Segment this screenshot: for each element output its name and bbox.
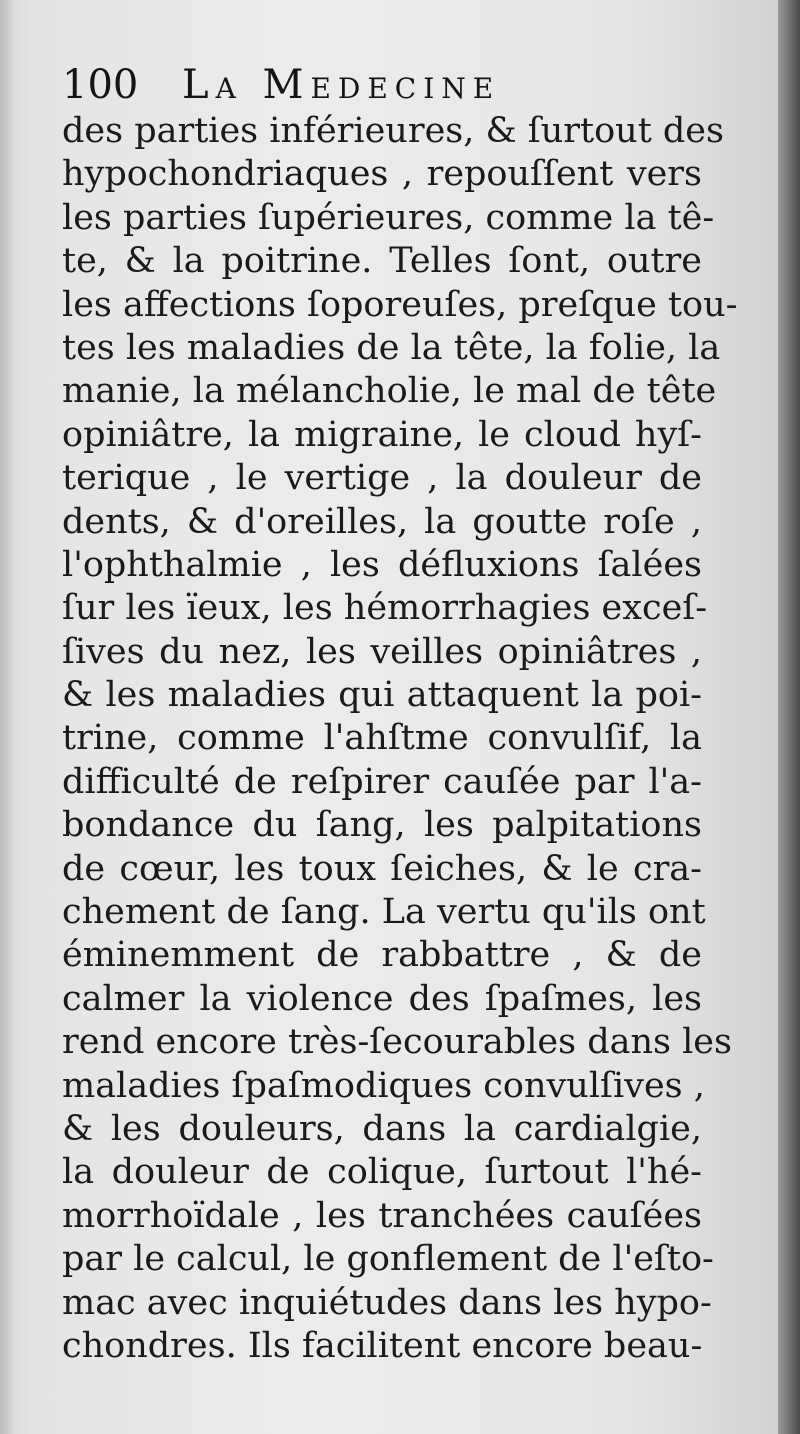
text-line: bondance du ſang, les palpitations [62, 805, 702, 846]
text-line: les parties ſupérieures, comme la tê- [62, 197, 715, 238]
text-line: opiniâtre, la migraine, le cloud hyſ- [62, 414, 702, 455]
text-line: ſives du nez, les veilles opiniâtres , [62, 631, 702, 672]
page-edge-shadow [778, 0, 800, 1434]
page-number: 100 [62, 62, 139, 108]
text-line: tes les maladies de la tête, la folie, la [62, 327, 721, 368]
text-line: les affections ſoporeuſes, preſque tou- [62, 284, 738, 325]
text-line: chondres. Ils facilitent encore beau- [62, 1325, 703, 1366]
text-line: mac avec inquiétudes dans les hypo- [62, 1282, 712, 1323]
text-line: chement de ſang. La vertu qu'ils ont [62, 892, 706, 933]
text-line: des parties inférieures, & ſurtout des [62, 111, 724, 151]
text-line: rend encore très-ſecourables dans les [62, 1022, 732, 1063]
body-text [62, 110, 738, 1368]
text-line: terique , le vertige , la douleur de [62, 458, 702, 499]
text-line: ſur les ïeux, les hémorrhagies exceſ- [62, 588, 708, 629]
text-line: hypochondriaques , repouſſent vers [62, 154, 702, 195]
page-header [62, 62, 702, 108]
text-line: de cœur, les toux ſeiches, & le cra- [62, 848, 702, 889]
text-line: l'ophthalmie , les défluxions ſalées [62, 544, 702, 585]
text-line: par le calcul, le gonflement de l'eſto- [62, 1239, 714, 1280]
text-line: te, & la poitrine. Telles ſont, outre [62, 241, 702, 282]
text-line: maladies ſpaſmodiques convulſives , [62, 1065, 705, 1106]
text-line: calmer la violence des ſpaſmes, les [62, 978, 702, 1019]
page-gutter-shadow [0, 0, 14, 1434]
text-line: & les maladies qui attaquent la poi- [62, 675, 702, 716]
text-line: dents, & d'oreilles, la goutte roſe , [62, 501, 702, 542]
text-line: difficulté de reſpirer cauſée par l'a- [62, 761, 702, 802]
text-line: trine, comme l'ahſtme convulſif, la [62, 718, 702, 759]
text-line: & les douleurs, dans la cardialgie, [62, 1108, 702, 1149]
running-head: La Medecine [182, 62, 501, 108]
text-line: manie, la mélancholie, le mal de tête [62, 371, 717, 412]
text-line: la douleur de colique, ſurtout l'hé- [62, 1152, 702, 1193]
text-line: morrhoïdale , les tranchées cauſées [62, 1195, 702, 1236]
text-line: éminemment de rabbattre , & de [62, 935, 702, 976]
